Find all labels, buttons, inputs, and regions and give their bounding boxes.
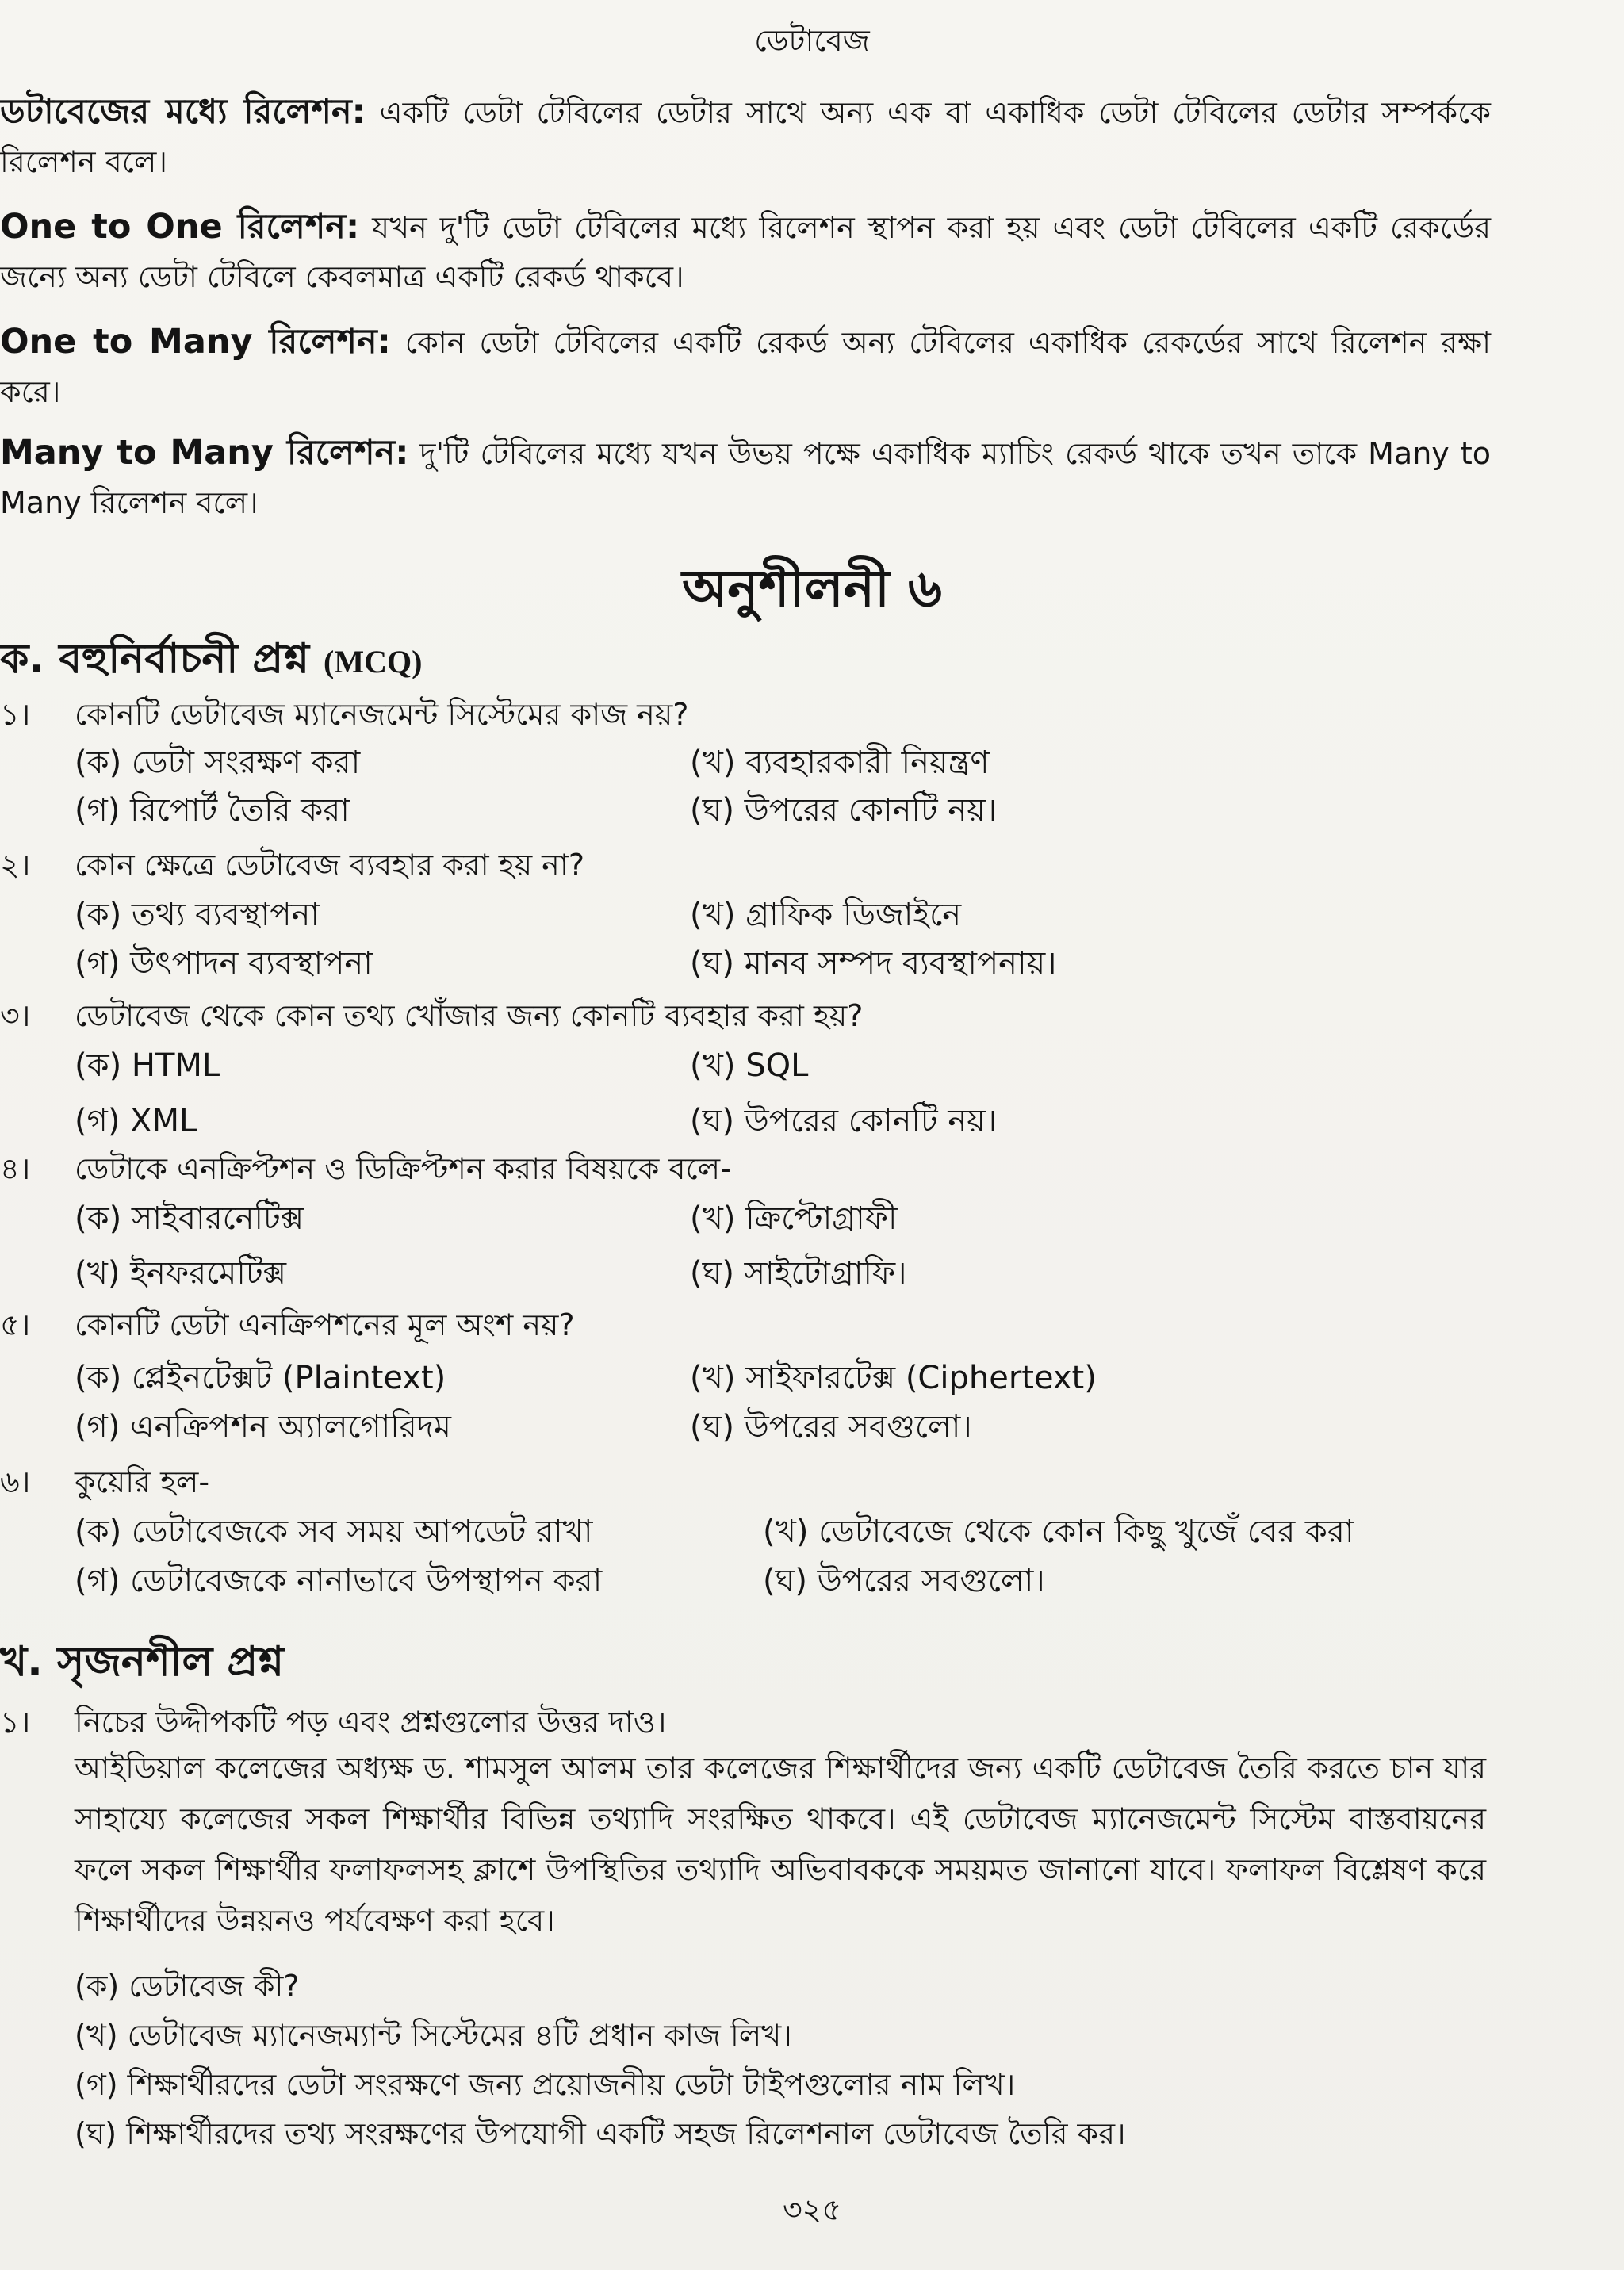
question-number: ৫। xyxy=(0,1307,31,1342)
option: (গ) XML xyxy=(75,1103,197,1139)
option: (খ) ডেটাবেজে থেকে কোন কিছু খুজেঁ বের করা xyxy=(763,1514,1354,1550)
definition-one-to-one xyxy=(0,202,1491,301)
option: (ক) HTML xyxy=(75,1047,220,1084)
question-text: কোনটি ডেটাবেজ ম্যানেজমেন্ট সিস্টেমের কাজ নয়? xyxy=(75,697,689,732)
page-number: ৩২৫ xyxy=(782,2192,842,2227)
option: (ক) প্লেইনটেক্সট (Plaintext) xyxy=(75,1360,446,1396)
option: (ক) ডেটা সংরক্ষণ করা xyxy=(75,745,361,781)
option: (খ) ক্রিপ্টোগ্রাফী xyxy=(690,1200,898,1237)
option: (গ) রিপোর্ট তৈরি করা xyxy=(75,792,350,829)
question-instruction: নিচের উদ্দীপকটি পড় এবং প্রশ্নগুলোর উত্তর দাও। xyxy=(75,1705,667,1740)
mcq-heading xyxy=(0,626,422,695)
option: (খ) SQL xyxy=(690,1047,809,1084)
option: (খ) ইনফরমেটিক্স xyxy=(75,1255,287,1292)
mcq-question-2 xyxy=(0,842,584,893)
definition-term: ডটাবেজের মধ্যে রিলেশন: xyxy=(0,92,366,132)
mcq-question-3 xyxy=(0,993,863,1043)
sub-question: (গ) শিক্ষার্থীরদের ডেটা সংরক্ষণে জন্য প্রয়োজনীয় ডেটা টাইপগুলোর নাম লিখ। xyxy=(75,2067,1016,2102)
creative-heading: খ. সৃজনশীল প্রশ্ন xyxy=(0,1638,284,1686)
sub-question: (ক) ডেটাবেজ কী? xyxy=(75,1969,300,2004)
stimulus-paragraph: আইডিয়াল কলেজের অধ্যক্ষ ড. শামসুল আলম তার কলেজের শিক্ষার্থীদের জন্য একটি ডেটাবেজ তৈরি করতে চান যার সাহায্যে কলেজের সকল শিক্ষার্থীর বিভিন্ন তথ্যাদি সংরক্ষিত থাকবে। এই ডেটাবেজ ম্যানেজমেন্ট সিস্টেম বাস্তবায়নের ফলে সকল শিক্ষার্থীর ফলাফলসহ ক্লাশে উপস্থিতির তথ্যাদি অভিবাবককে সময়মত জানানো যাবে। ফলাফল বিশ্লেষণ করে শিক্ষার্থীদের উন্নয়নও পর্যবেক্ষণ করা হবে। xyxy=(75,1751,1486,1938)
definition-one-to-many xyxy=(0,317,1491,416)
option: (ক) ডেটাবেজকে সব সময় আপডেট রাখা xyxy=(75,1514,593,1550)
definition-many-to-many xyxy=(0,428,1491,527)
option: (খ) সাইফারটেক্স (Ciphertext) xyxy=(690,1360,1097,1396)
question-number: ২। xyxy=(0,848,31,882)
option: (ঘ) উপরের কোনটি নয়। xyxy=(690,1103,998,1139)
mcq-question-1 xyxy=(0,691,688,742)
question-text: ডেটাকে এনক্রিপ্টশন ও ডিক্রিপ্টশন করার বিষয়কে বলে- xyxy=(75,1151,731,1186)
question-text: কুয়েরি হল- xyxy=(75,1464,210,1499)
mcq-question-5 xyxy=(0,1302,575,1353)
question-number: ১। xyxy=(0,697,31,732)
question-number: ৪। xyxy=(0,1151,31,1186)
definition-text: দু'টি টেবিলের মধ্যে যখন উভয় পক্ষে একাধিক ম্যাচিং রেকর্ড থাকে তখন তাকে Many to Many রিলেশন বলে। xyxy=(0,436,1491,520)
exercise-title: অনুশীলনী ৬ xyxy=(682,558,942,619)
option: (ঘ) উপরের সবগুলো। xyxy=(763,1563,1045,1599)
option: (ঘ) উপরের কোনটি নয়। xyxy=(690,792,998,829)
definition-text: কোন ডেটা টেবিলের একটি রেকর্ড অন্য টেবিলের একাধিক রেকর্ডের সাথে রিলেশন রক্ষা করে। xyxy=(0,325,1491,409)
option: (ঘ) উপরের সবগুলো। xyxy=(690,1409,972,1445)
option: (খ) গ্রাফিক ডিজাইনে xyxy=(690,897,962,933)
mcq-heading-text: ক. বহুনির্বাচনী প্রশ্ন xyxy=(0,635,309,683)
option: (গ) ডেটাবেজকে নানাভাবে উপস্থাপন করা xyxy=(75,1563,603,1599)
question-text: ডেটাবেজ থেকে কোন তথ্য খোঁজার জন্য কোনটি ব্যবহার করা হয়? xyxy=(75,998,864,1033)
option: (খ) ব্যবহারকারী নিয়ন্ত্রণ xyxy=(690,745,990,781)
sub-question: (ঘ) শিক্ষার্থীরদের তথ্য সংরক্ষণের উপযোগী একটি সহজ রিলেশনাল ডেটাবেজ তৈরি কর। xyxy=(75,2116,1126,2151)
definition-text: একটি ডেটা টেবিলের ডেটার সাথে অন্য এক বা একাধিক ডেটা টেবিলের ডেটার সম্পর্ককে রিলেশন বলে। xyxy=(0,95,1491,179)
question-text: কোন ক্ষেত্রে ডেটাবেজ ব্যবহার করা হয় না? xyxy=(75,848,585,882)
option: (ঘ) সাইটোগ্রাফি। xyxy=(690,1255,907,1292)
mcq-question-4 xyxy=(0,1146,731,1196)
definition-term: One to Many রিলেশন: xyxy=(0,322,391,362)
question-number: ৬। xyxy=(0,1464,31,1499)
question-number: ৩। xyxy=(0,998,31,1033)
definition-text: যখন দু'টি ডেটা টেবিলের মধ্যে রিলেশন স্থাপন করা হয় এবং ডেটা টেবিলের একটি রেকর্ডের জন্যে অন্য ডেটা টেবিলে কেবলমাত্র একটি রেকর্ড থাকবে। xyxy=(0,210,1491,294)
mcq-heading-tag: (MCQ) xyxy=(324,644,423,679)
option: (ক) তথ্য ব্যবস্থাপনা xyxy=(75,897,320,933)
option: (ক) সাইবারনেটিক্স xyxy=(75,1200,304,1237)
question-text: কোনটি ডেটা এনক্রিপশনের মূল অংশ নয়? xyxy=(75,1307,575,1342)
definition-relation xyxy=(0,87,1491,186)
option: (ঘ) মানব সম্পদ ব্যবস্থাপনায়। xyxy=(690,945,1057,982)
sub-question: (খ) ডেটাবেজ ম্যানেজম্যান্ট সিস্টেমের ৪টি প্রধান কাজ লিখ। xyxy=(75,2018,792,2053)
running-head: ডেটাবেজ xyxy=(754,23,870,58)
mcq-question-6 xyxy=(0,1459,209,1510)
definition-term: One to One রিলেশন: xyxy=(0,207,360,247)
question-number: ১। xyxy=(0,1705,31,1740)
option: (গ) উৎপাদন ব্যবস্থাপনা xyxy=(75,945,373,982)
definition-term: Many to Many রিলেশন: xyxy=(0,433,409,473)
option: (গ) এনক্রিপশন অ্যালগোরিদম xyxy=(75,1409,451,1445)
